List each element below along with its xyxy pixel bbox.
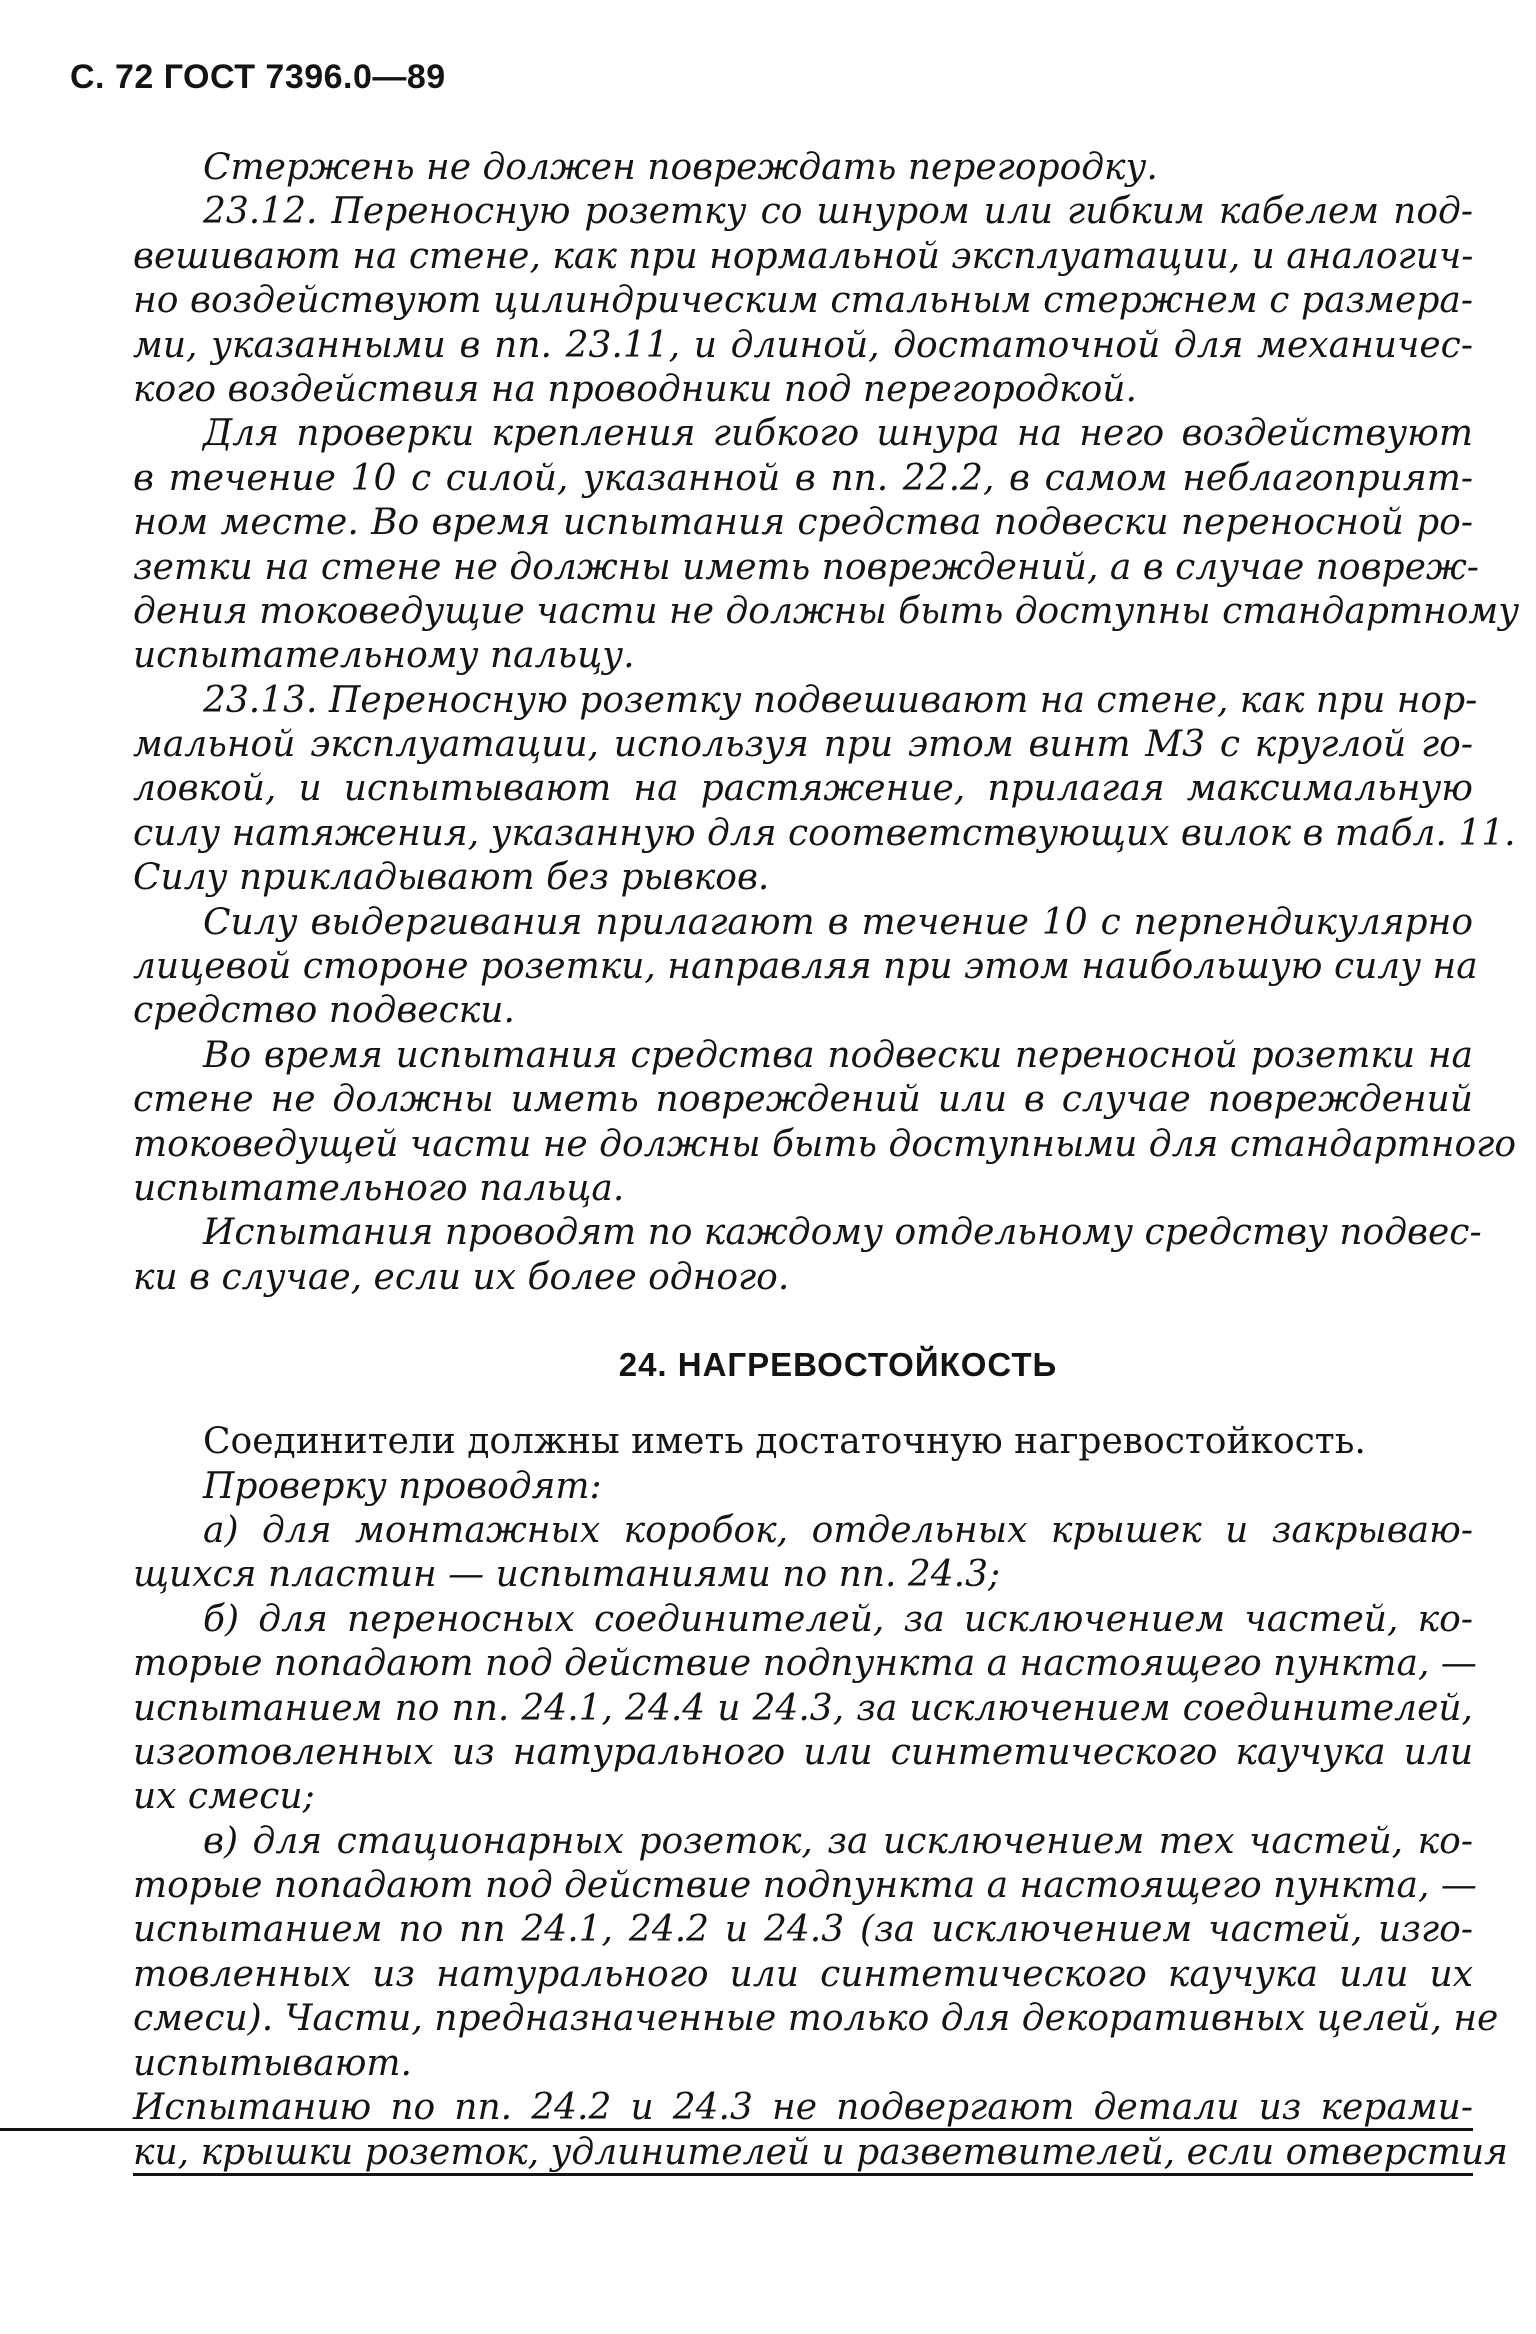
text-line: зетки на стене не должны иметь повреждений, а в случае повреж- [133, 546, 1479, 588]
text-line: а) для монтажных коробок, отдельных крышек и закрываю- [203, 1509, 1473, 1551]
text-line: щихся пластин — испытаниями по пп. 24.3; [133, 1554, 1001, 1596]
text-line: силу натяжения, указанную для соответствующих вилок в табл. 11. [133, 812, 1516, 854]
text-line: их смеси; [133, 1776, 315, 1818]
text-line: изготовленных из натурального или синтетического каучука или [133, 1731, 1473, 1773]
text-line: торые попадают под действие подпункта а настоящего пункта, — [133, 1865, 1477, 1907]
text-line: испытывают. [133, 2042, 412, 2084]
text-line: Для проверки крепления гибкого шнура на него воздействуют [203, 413, 1473, 455]
text-line: ки в случае, если их более одного. [133, 1256, 790, 1298]
text-line: Силу выдергивания прилагают в течение 10 с перпендикулярно [203, 901, 1473, 943]
text-line: ловкой, и испытывают на растяжение, прилагая максимальную [133, 768, 1473, 810]
text-line: средство подвески. [133, 990, 515, 1032]
text-line: Испытания проводят по каждому отдельному средству подвес- [203, 1212, 1482, 1254]
underlined-text-line: ки, крышки розеток, удлинителей и разветвителей, если отверстия [133, 2131, 1473, 2176]
text-line: 23.13. Переносную розетку подвешивают на стене, как при нор- [203, 679, 1478, 721]
text-line: но воздействуют цилиндрическим стальным стержнем с размера- [133, 280, 1473, 322]
text-line: товленных из натурального или синтетического каучука или их [133, 1953, 1473, 1995]
text-line: дения токоведущие части не должны быть доступны стандартному [133, 590, 1520, 632]
text-line: испытанием по пп 24.1, 24.2 и 24.3 (за исключением частей, изго- [133, 1909, 1473, 1951]
text-line: Во время испытания средства подвески переносной розетки на [203, 1034, 1473, 1076]
text-line: кого воздействия на проводники под перегородкой. [133, 368, 1137, 410]
text-line: мальной эксплуатации, используя при этом винт М3 с круглой го- [133, 724, 1473, 766]
text-line: стене не должны иметь повреждений или в случае повреждений [133, 1079, 1473, 1121]
text-line: вешивают на стене, как при нормальной эксплуатации, и аналогич- [133, 235, 1474, 277]
text-line: ми, указанными в пп. 23.11, и длиной, достаточной для механичес- [133, 324, 1473, 366]
text-line: испытательного пальца. [133, 1167, 625, 1209]
section-heading: 24. НАГРЕВОСТОЙКОСТЬ [618, 1346, 1058, 1384]
text-line: испытанием по пп. 24.1, 24.4 и 24.3, за исключением соединителей, [133, 1687, 1473, 1729]
text-line: Силу прикладывают без рывков. [133, 857, 770, 899]
page-header: С. 72 ГОСТ 7396.0—89 [70, 58, 446, 96]
text-line: испытательному пальцу. [133, 635, 635, 677]
text-line: ном месте. Во время испытания средства подвески переносной ро- [133, 502, 1473, 544]
text-line: Стержень не должен повреждать перегородку. [203, 147, 1158, 188]
text-line: торые попадают под действие подпункта а настоящего пункта, — [133, 1643, 1477, 1685]
text-line: Проверку проводят: [203, 1465, 602, 1507]
text-line: лицевой стороне розетки, направляя при этом наибольшую силу на [133, 946, 1478, 988]
text-line: Соединители должны иметь достаточную нагревостойкость. [203, 1421, 1366, 1463]
document-body [133, 146, 1520, 2176]
text-line: смеси). Части, предназначенные только для декоративных целей, не [133, 1998, 1499, 2040]
text-line: б) для переносных соединителей, за исключением частей, ко- [203, 1598, 1473, 1640]
text-line: в течение 10 с силой, указанной в пп. 22.2, в самом неблагоприят- [133, 457, 1473, 499]
text-line: токоведущей части не должны быть доступными для стандартного [133, 1123, 1517, 1165]
text-line: 23.12. Переносную розетку со шнуром или гибким кабелем под- [203, 191, 1473, 233]
underlined-text-line: Испытанию по пп. 24.2 и 24.3 не подвергают детали из керами- [0, 2086, 1473, 2131]
text-line: в) для стационарных розеток, за исключением тех частей, ко- [203, 1820, 1473, 1862]
